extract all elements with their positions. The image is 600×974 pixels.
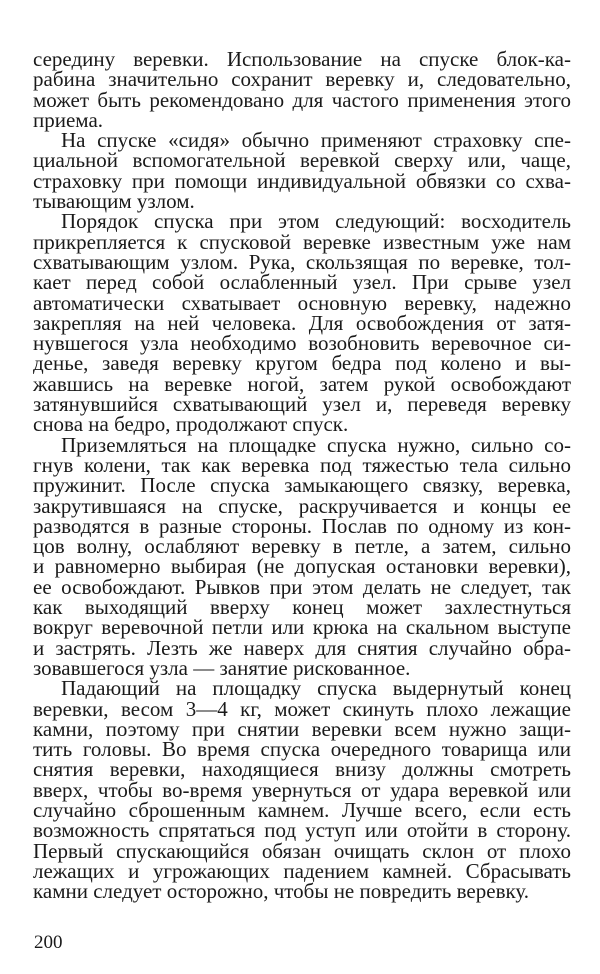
page-number: 200 <box>34 932 63 953</box>
text-line: как выходящий вверху конец может захлестнуться <box>33 595 571 620</box>
text-line: вверх, чтобы во-время увернуться от удара веревкой или <box>33 777 571 802</box>
text-line: ее освобождают. Рывков при этом делать не следует, так <box>33 574 571 599</box>
text-line: автоматически схватывает основную веревку, надежно <box>33 290 571 315</box>
text-line: На спуске «сидя» обычно применяют страховку спе- <box>61 128 571 153</box>
paragraph <box>33 432 571 680</box>
page-body-text <box>33 47 571 904</box>
text-line: циальной вспомогательной веревкой сверху или, чаще, <box>33 148 571 173</box>
text-line: гнув колени, так как веревка под тяжестью тела сильно <box>33 452 571 477</box>
text-line: закрепляя на ней человека. Для освобождения от затя- <box>33 310 571 335</box>
text-line: разводятся в разные стороны. Послав по одному из кон- <box>33 513 571 538</box>
text-line: закрутившаяся на спуске, раскручивается и концы ее <box>33 493 571 518</box>
text-line: нувшегося узла необходимо возобновить веревочное си- <box>33 331 571 356</box>
text-line: и застрять. Лезть же наверх для снятия случайно обра- <box>33 635 571 660</box>
text-line: случайно сброшенным камнем. Лучше всего, если есть <box>33 797 571 822</box>
text-line: схватывающим узлом. Рука, скользящая по веревке, тол- <box>33 249 571 274</box>
text-line: снятия веревки, находящиеся внизу должны смотреть <box>33 757 571 782</box>
text-line: страховку при помощи индивидуальной обвязки со схва- <box>33 168 571 193</box>
text-line: снова на бедро, продолжают спуск. <box>33 412 349 437</box>
text-line: Приземляться на площадке спуска нужно, сильно со- <box>61 432 571 457</box>
text-line: веревки, весом 3—4 кг, может скинуть плохо лежащие <box>33 696 571 721</box>
text-line: возможность спрятаться под уступ или отойти в сторону. <box>33 818 571 843</box>
text-line: кает перед собой ослабленный узел. При срыве узел <box>33 270 571 295</box>
text-line: затянувшийся схватывающий узел и, переведя веревку <box>33 392 571 417</box>
text-line: Падающий на площадку спуска выдернутый конец <box>61 676 571 701</box>
text-line: Первый спускающийся обязан очищать склон от плохо <box>33 838 571 863</box>
text-line: тывающим узлом. <box>33 189 195 214</box>
text-line: приема. <box>33 107 104 132</box>
text-line: тить головы. Во время спуска очередного товарища или <box>33 737 571 762</box>
text-line: середину веревки. Использование на спуске блок-ка- <box>33 47 571 71</box>
text-line: жавшись на веревке ногой, затем рукой освобождают <box>33 371 571 396</box>
paragraph <box>33 209 571 437</box>
text-line: цов волну, ослабляют веревку в петле, а затем, сильно <box>33 534 571 559</box>
text-line: вокруг веревочной петли или крюка на скальном выступе <box>33 615 571 640</box>
paragraph <box>33 128 571 214</box>
text-line: камни следует осторожно, чтобы не повредить веревку. <box>33 879 530 904</box>
text-line: зовавшегося узла — занятие рискованное. <box>33 655 411 680</box>
text-line: может быть рекомендовано для частого применения этого <box>33 87 571 112</box>
text-line: рабина значительно сохранит веревку и, следовательно, <box>33 67 571 92</box>
paragraph <box>33 676 571 904</box>
text-line: пружинит. После спуска замыкающего связку, веревка, <box>33 473 571 498</box>
text-line: камни, поэтому при снятии веревки всем нужно защи- <box>33 716 571 741</box>
text-line: денье, заведя веревку кругом бедра под колено и вы- <box>33 351 571 376</box>
text-line: прикрепляется к спусковой веревке известным уже нам <box>33 229 571 254</box>
paragraph <box>33 49 571 130</box>
text-line: Порядок спуска при этом следующий: восходитель <box>61 209 571 234</box>
text-line: лежащих и угрожающих падением камней. Сбрасывать <box>33 858 571 883</box>
text-line: и равномерно выбирая (не допуская остановки веревки), <box>33 554 571 579</box>
